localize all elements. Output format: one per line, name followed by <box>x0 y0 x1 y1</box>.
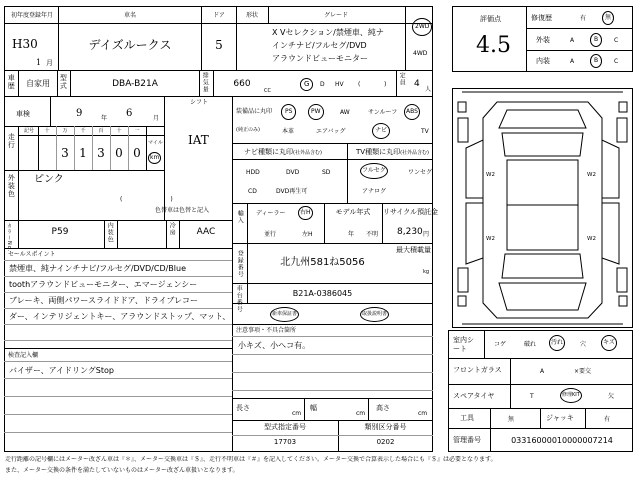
color-change-note: 色替車は色替と記入 <box>155 207 210 214</box>
sales-line-3: ブレーキ、両側パワースライドドア、ドライブレコー <box>9 296 199 305</box>
spare-repair-kit: 修理KIT <box>560 388 582 403</box>
equip-aw: AW <box>340 109 350 116</box>
windshield-a: A <box>540 368 545 375</box>
diagram-label-w2-right-rear: W2 <box>587 236 596 242</box>
color-change-paren: ( ) <box>120 196 173 203</box>
mileage-unit-ichi: 一 <box>134 128 140 134</box>
import-label: 輸入 <box>236 210 244 224</box>
fuel-hv-option: HV <box>335 81 344 88</box>
car-damage-diagram <box>452 88 633 328</box>
shaken-year: 9 <box>76 108 83 119</box>
import-right-hand: 右H <box>298 206 313 220</box>
chassis-label: 車台番号 <box>235 285 243 313</box>
displacement-unit: CC <box>264 88 271 94</box>
max-load-label: 最大積載量 <box>396 246 431 254</box>
seat-burn: コゲ <box>494 341 507 348</box>
navi-type-title: ナビ種類に丸印(社外品含む) <box>244 148 322 156</box>
spare-t: T <box>530 393 534 400</box>
length-unit: cm <box>292 410 302 417</box>
header-doors: ドア <box>213 12 225 19</box>
header-grade: グレード <box>323 12 348 19</box>
import-parallel: 並行 <box>264 231 277 238</box>
seat-tear: 破れ <box>524 341 537 348</box>
seat-scratch: キズ <box>601 335 617 351</box>
inspection-title: 検査記入欄 <box>8 352 39 359</box>
equip-leather: 本革 <box>282 128 295 135</box>
score-value: 4.5 <box>476 33 511 58</box>
type-spec-value: 17703 <box>273 438 297 446</box>
first-reg-month-unit: 月 <box>46 59 53 67</box>
equip-navi: ナビ <box>372 123 390 139</box>
grade-line-3: アラウンドビューモニター <box>272 54 368 63</box>
recycle-value: 8,230 <box>397 227 423 237</box>
mileage-unit-ten-man: 十 <box>44 128 50 134</box>
fuel-paren-open: ( <box>358 81 361 88</box>
diagram-label-w2-left-front: W2 <box>486 172 495 178</box>
class-number-value: 0202 <box>376 438 395 446</box>
equip-pw: PW <box>308 104 324 120</box>
type-label: 型式 <box>59 74 68 90</box>
height-label: 高さ <box>376 404 390 412</box>
displacement-label: 排気量 <box>201 72 209 93</box>
tv-analog: アナログ <box>362 188 387 195</box>
jack-value: 有 <box>604 416 611 423</box>
exterior-grade-label: 外装 <box>536 36 550 44</box>
mgmt-number-label: 管理番号 <box>453 436 481 444</box>
mileage-unit-sen: 千 <box>80 128 86 134</box>
exterior-grade-b: B <box>590 33 602 47</box>
equip-tv: TV <box>421 128 429 135</box>
chassis-value: B21A-0386045 <box>292 289 353 298</box>
notes-line-1: 小キズ、小ヘコ有。 <box>238 341 311 350</box>
import-dealer: ディーラー <box>256 210 286 217</box>
grade-line-2: インチナビ/フルセグ/DVD <box>272 41 367 50</box>
shaken-month-unit: 月 <box>153 115 160 122</box>
footer-note-2: また、メーター交換の条件を満たしていないものはメーター改ざん車扱いとなります。 <box>5 467 239 474</box>
mileage-unit-man: 万 <box>62 128 68 134</box>
mileage-unit-hyaku: 百 <box>98 128 104 134</box>
color-value: ピンク <box>34 174 64 185</box>
diagram-label-w2-left-rear: W2 <box>486 236 495 242</box>
exterior-grade-c: C <box>614 37 619 44</box>
mileage-digit-2: 1 <box>79 146 87 160</box>
exterior-grade-a: A <box>570 37 575 44</box>
mileage-unit-km: km <box>148 152 161 164</box>
mileage-unit-mile: マイル <box>148 140 163 146</box>
type-value: DBA-B21A <box>112 79 158 89</box>
warranty-card: 新車保証書 <box>270 307 299 322</box>
max-load-unit: kg <box>423 269 430 275</box>
navi-hdd: HDD <box>246 169 260 176</box>
repair-yes: 有 <box>580 15 587 22</box>
sales-line-1: 禁煙車、純ナインチナビ/フルセグ/DVD/CD/Blue <box>9 264 187 273</box>
score-title: 評価点 <box>480 15 501 23</box>
shift-label: シフト <box>190 99 209 106</box>
reg-number-value: 北九州581ね5056 <box>280 257 365 268</box>
shaken-label: 車検 <box>16 110 30 118</box>
sales-line-4: ダー、インテリジェントキー、アラウンドストップ、マット、 <box>9 312 231 321</box>
navi-sd: SD <box>322 169 331 176</box>
inspection-line-1: バイザー、アイドリングStop <box>9 366 114 375</box>
displacement-value: 660 <box>233 79 251 89</box>
tv-oneseg: ワンセグ <box>408 169 433 176</box>
mgmt-number-value: 03316000010000007214 <box>511 436 613 445</box>
model-year-unit: 年 <box>348 231 355 238</box>
equip-sunroof: サンルーフ <box>368 109 398 116</box>
navi-dvd: DVD <box>286 169 300 176</box>
navi-dvd-play: DVD再生可 <box>276 188 308 195</box>
sales-points-title: セールスポイント <box>8 251 56 258</box>
equip-airbag: エアバッグ <box>316 128 346 135</box>
interior-grade-a: A <box>570 58 575 65</box>
car-name: デイズルークス <box>88 38 172 52</box>
reg-number-label: 登録番号 <box>236 250 244 278</box>
length-label: 長さ <box>236 404 250 412</box>
spare-tire-label: スペアタイヤ <box>453 392 495 400</box>
equip-subtitle: (純正のみ) <box>236 127 260 133</box>
repair-label: 修復歴 <box>531 14 552 22</box>
mileage-digit-4: 0 <box>115 146 123 160</box>
header-first-reg: 初年度登録年月 <box>10 12 53 19</box>
equip-title: 装備品に丸印 <box>236 108 273 115</box>
mileage-digit-5: 0 <box>133 146 141 160</box>
height-unit: cm <box>418 410 428 417</box>
tv-fullseg: フルセグ <box>360 163 388 179</box>
shift-value: IAT <box>188 133 209 147</box>
color-label: 外装色 <box>7 174 16 198</box>
color-no-label: カラーNo. <box>6 223 12 253</box>
capacity-unit: 人 <box>425 86 432 93</box>
mileage-digit-1: 3 <box>61 146 69 160</box>
owner-manual: 取扱説明書 <box>360 307 389 322</box>
tv-type-title: TV種類に丸印(社外品含む) <box>356 148 429 156</box>
import-left-hand: 左H <box>302 231 313 238</box>
interior-color-label: 内装色 <box>106 222 114 243</box>
navi-cd: CD <box>248 188 257 195</box>
fuel-paren-close: ) <box>384 81 387 88</box>
spare-missing: 欠 <box>608 393 615 400</box>
windshield-label: フロントガラス <box>453 366 502 374</box>
model-year-label: モデル年式 <box>335 208 371 216</box>
mileage-note-label: 記号 <box>24 128 35 134</box>
interior-grade-c: C <box>614 58 619 65</box>
usage-value: 自家用 <box>26 79 50 88</box>
header-name: 車名 <box>123 12 136 19</box>
jack-label: ジャッキ <box>546 414 574 422</box>
mileage-label: 走行 <box>7 133 16 149</box>
color-no-value: P59 <box>51 227 69 237</box>
mileage-unit-juu: 十 <box>116 128 122 134</box>
windshield-replace: ×要交 <box>574 368 592 375</box>
capacity-value: 4 <box>414 79 420 89</box>
model-year-unknown: 不明 <box>366 231 379 238</box>
sales-line-2: toothアラウンドビューモニター、エマージェンシー <box>9 280 198 289</box>
drive-2wd: 2WD <box>412 18 432 36</box>
recycle-label: リサイクル預託金 <box>383 208 439 216</box>
equip-abs: ABS <box>404 104 420 120</box>
footer-note-1: 走行距離の記号欄にはメーター改ざん車は『＊』、メーター交換車は『＄』、走行不明車は『＃』を記入してください。メーター交換で合算表示した場合にも『＄』は必要となります。 <box>5 456 497 463</box>
interior-grade-label: 内装 <box>536 57 550 65</box>
drive-4wd: 4WD <box>413 50 428 57</box>
grade-line-1: X Vセレクション/禁煙車、純ナ <box>272 28 384 37</box>
mileage-digit-3: 3 <box>97 146 105 160</box>
equip-ps: PS <box>281 104 296 120</box>
first-reg-month: 1 <box>36 58 42 67</box>
doors-value: 5 <box>215 38 223 52</box>
fuel-g-option: G <box>300 78 313 91</box>
ac-label: 冷房 <box>168 222 176 236</box>
header-model: 形状 <box>245 12 258 19</box>
width-label: 幅 <box>310 404 317 412</box>
width-unit: cm <box>356 410 366 417</box>
fuel-d-option: D <box>320 81 325 88</box>
shaken-year-unit: 年 <box>101 115 108 122</box>
first-reg-year: H30 <box>12 37 38 51</box>
tools-value: 無 <box>508 416 515 423</box>
class-number-label: 類別区分番号 <box>364 423 407 431</box>
recycle-unit: 円 <box>423 231 430 238</box>
notes-title: 注意事項・不具合箇所 <box>236 327 297 334</box>
interior-seat-label: 室内シート <box>453 336 474 354</box>
tools-label: 工具 <box>460 414 474 422</box>
capacity-label: 定員 <box>398 72 406 86</box>
usage-label: 車歴 <box>7 74 16 90</box>
seat-stain: 汚れ <box>549 335 565 351</box>
ac-value: AAC <box>196 227 216 237</box>
interior-grade-b: B <box>590 54 602 68</box>
diagram-label-w2-right-front: W2 <box>587 172 596 178</box>
type-spec-label: 型式指定番号 <box>264 423 306 431</box>
repair-no: 無 <box>602 11 614 25</box>
shaken-month: 6 <box>126 108 133 119</box>
seat-hole: 穴 <box>580 341 587 348</box>
